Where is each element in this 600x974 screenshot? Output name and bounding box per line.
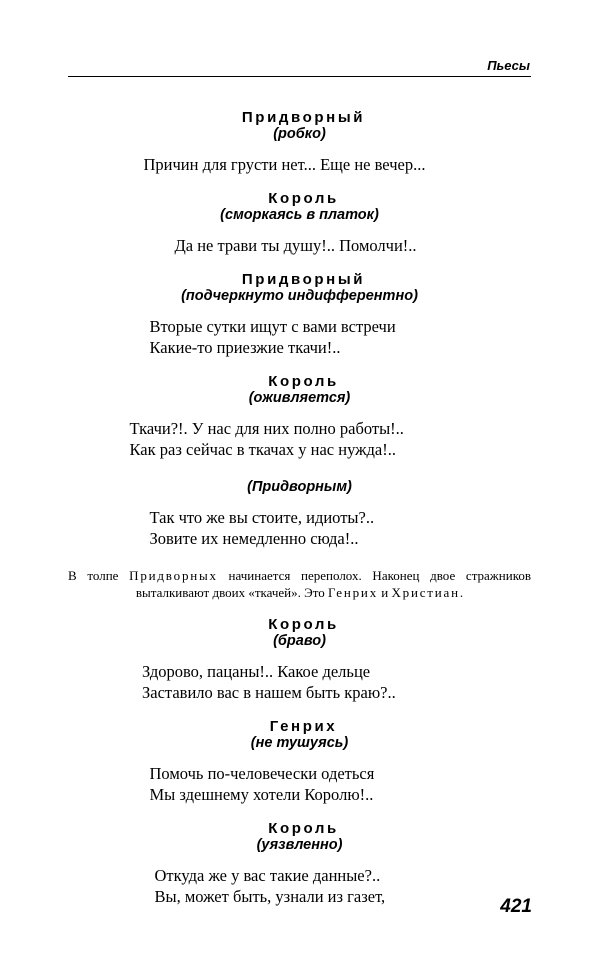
verse [142, 661, 457, 703]
verse-line: Помочь по-человечески одеться [149, 764, 375, 783]
stage-text: начинается переполох. Наконец двое стражников выталкивают двоих «ткачей». Это [135, 568, 531, 600]
speaker-name: Король [268, 373, 339, 390]
verse-line: Заставило вас в нашем быть краю?.. [142, 683, 396, 702]
speaker-name: Король [268, 820, 339, 837]
stage-remark: (Придворным) [247, 479, 352, 495]
stage-remark: (браво) [273, 633, 326, 649]
verse-line: Как раз сейчас в ткачах у нас нужда!.. [129, 440, 396, 459]
verse-line: Зовите их немедленно сюда!.. [149, 529, 359, 548]
play-text [68, 108, 531, 907]
stage-text: и [378, 585, 392, 600]
character-name: Генрих [327, 585, 378, 600]
stage-remark: (оживляется) [248, 390, 351, 406]
speaker-name: Король [268, 190, 339, 207]
stage-remark: (не тушуясь) [250, 735, 349, 751]
verse-line: Мы здешнему хотели Королю!.. [149, 785, 374, 804]
stage-text: В толпе [68, 568, 130, 583]
speaker-name: Король [268, 616, 339, 633]
verse [130, 418, 470, 460]
running-head: Пьесы [487, 58, 530, 73]
verse [150, 763, 450, 805]
dialogue-block [68, 270, 531, 358]
stage-remark: (подчеркнуто индифферентно) [181, 288, 418, 304]
stage-direction [68, 567, 531, 601]
stage-remark: (робко) [273, 126, 326, 142]
verse-line: Так что же вы стоите, идиоты?.. [149, 508, 375, 527]
stage-text: . [459, 585, 464, 600]
dialogue-block [68, 372, 531, 460]
verse [150, 507, 450, 549]
page-number: 421 [500, 896, 532, 917]
header-rule [68, 76, 531, 77]
dialogue-block [68, 189, 531, 256]
verse [144, 154, 456, 175]
verse [150, 316, 450, 358]
speaker-name: Придворный [241, 109, 366, 126]
verse-line: Ткачи?!. У нас для них полно работы!.. [129, 419, 404, 438]
verse-line: Откуда же у вас такие данные?.. [154, 866, 381, 885]
speaker-name: Придворный [241, 271, 366, 288]
verse-line: Причин для грусти нет... Еще не вечер... [143, 155, 426, 174]
dialogue-block [68, 615, 531, 703]
verse [175, 235, 425, 256]
verse-line: Да не трави ты душу!.. Помолчи!.. [174, 236, 417, 255]
speaker-name: Генрих [269, 718, 338, 735]
verse-line: Вы, может быть, узнали из газет, [154, 887, 386, 906]
character-name: Придворных [129, 568, 218, 583]
verse [155, 865, 445, 907]
dialogue-block [68, 819, 531, 907]
character-name: Христиан [391, 585, 460, 600]
verse-line: Какие-то приезжие ткачи!.. [149, 338, 341, 357]
verse-line: Вторые сутки ищут с вами встречи [149, 317, 396, 336]
dialogue-block [68, 478, 531, 549]
stage-remark: (сморкаясь в платок) [220, 207, 379, 223]
stage-remark: (уязвленно) [256, 837, 343, 853]
verse-line: Здорово, пацаны!.. Какое дельце [142, 662, 371, 681]
dialogue-block [68, 717, 531, 805]
dialogue-block [68, 108, 531, 175]
